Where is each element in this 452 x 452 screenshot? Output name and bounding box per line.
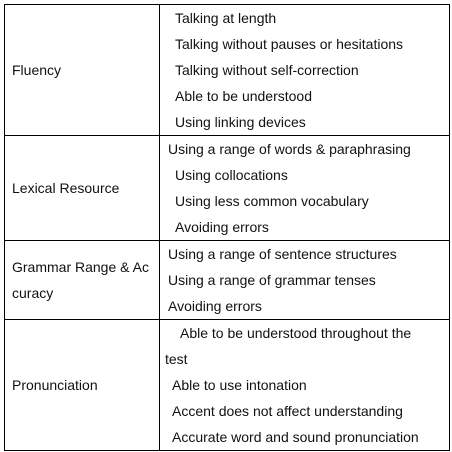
descriptor-cell-lexical-resource bbox=[160, 136, 450, 241]
descriptor-item: Talking without pauses or hesitations bbox=[175, 36, 404, 52]
criterion-cell-pronunciation: Pronunciation bbox=[5, 320, 160, 451]
descriptor-item: Using a range of words & paraphrasing bbox=[168, 141, 411, 157]
table-row-pronunciation bbox=[5, 320, 450, 451]
descriptor-cell-pronunciation bbox=[160, 320, 450, 451]
descriptor-item: Accurate word and sound pronunciation bbox=[172, 429, 419, 445]
table-row-lexical-resource bbox=[5, 136, 450, 241]
descriptor-item: Able to be understood throughout the bbox=[180, 325, 412, 341]
descriptor-item: Able to use intonation bbox=[172, 377, 307, 393]
criterion-cell-fluency: Fluency bbox=[5, 5, 160, 136]
descriptor-cell-grammar bbox=[160, 241, 450, 320]
descriptor-item: Accent does not affect understanding bbox=[172, 403, 403, 419]
descriptor-item: test bbox=[165, 351, 188, 367]
descriptor-item: Talking without self-correction bbox=[175, 62, 359, 78]
descriptor-item: Using collocations bbox=[175, 167, 288, 183]
descriptor-item: Talking at length bbox=[175, 10, 277, 26]
descriptor-item: Avoiding errors bbox=[175, 219, 269, 235]
descriptor-item: Using a range of grammar tenses bbox=[168, 272, 376, 288]
descriptor-item: Using linking devices bbox=[175, 114, 306, 130]
criterion-cell-grammar: Grammar Range & Accuracy bbox=[5, 241, 160, 320]
descriptor-cell-fluency bbox=[160, 5, 450, 136]
descriptor-item: Using less common vocabulary bbox=[175, 193, 369, 209]
descriptor-item: Able to be understood bbox=[175, 88, 312, 104]
table-row-grammar bbox=[5, 241, 450, 320]
speaking-criteria-table bbox=[4, 4, 450, 451]
descriptor-item: Using a range of sentence structures bbox=[168, 246, 397, 262]
descriptor-item: Avoiding errors bbox=[168, 298, 262, 314]
table-row-fluency bbox=[5, 5, 450, 136]
criterion-cell-lexical-resource: Lexical Resource bbox=[5, 136, 160, 241]
